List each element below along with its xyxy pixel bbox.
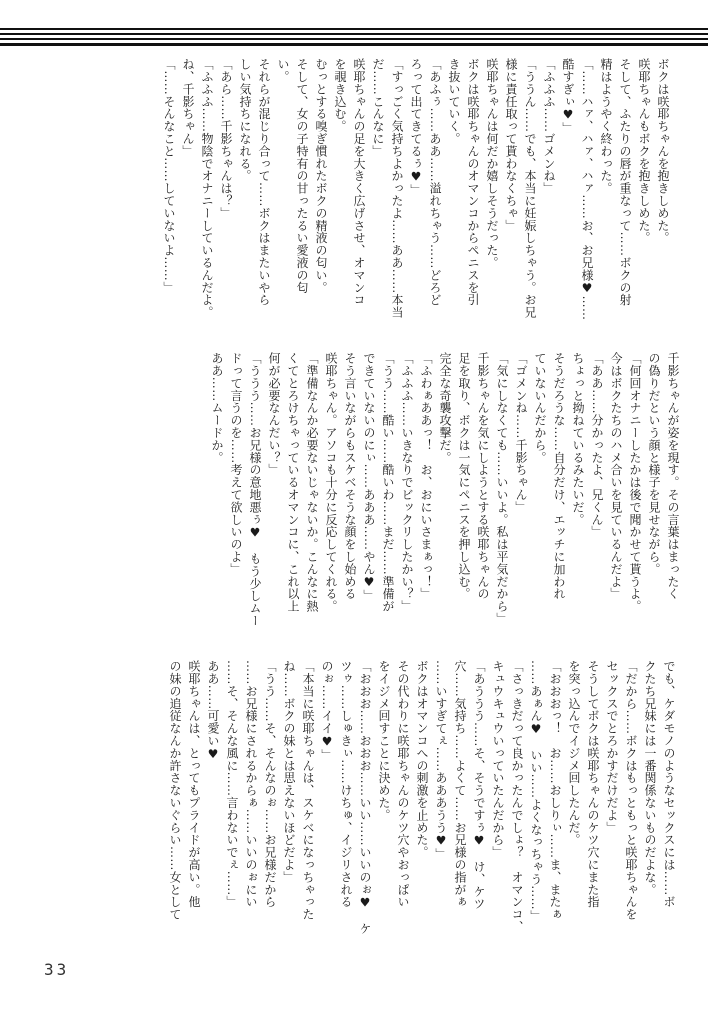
text-line: 「さっきだって良かったんでしょ？ オマンコ、 (510, 660, 524, 933)
header-rule (0, 33, 708, 35)
text-line: の偽りだという顔と様子を見せながら。 (647, 352, 661, 576)
header-rule (0, 43, 708, 46)
text-line: 「準備なんか必要ないじゃないか。こんなに熱 (305, 352, 319, 613)
text-line: 咲耶ちゃんもボクを抱きしめた。 (637, 58, 651, 244)
text-line: できていないのにぃ……あああ……やん♥」 (362, 352, 376, 602)
text-line: 「だから……ボクはもっともっと咲耶ちゃんを (624, 660, 638, 921)
text-line: 「ふふふ……物陰でオナニーしているんだよ。 (200, 58, 214, 319)
text-line: 「ううん……でも、本当に妊娠しちゃう。お兄 (523, 58, 537, 319)
text-line: 「うう……そ、そんなのぉ……お兄様だから (263, 660, 277, 908)
text-line: 何が必要なんだい？」 (267, 352, 281, 476)
text-line: ああ……可愛い♥ (206, 660, 220, 762)
text-line: 千影ちゃんを気にしようとする咲耶ちゃんの (476, 352, 490, 600)
text-line: ……あぁん♥ いい……よくなっちゃう……」 (529, 660, 543, 923)
text-line: そうだろうな……自分だけ、エッチに加われ (552, 352, 566, 600)
text-line: でも、ケダモノのようなセックスには……ボ (662, 660, 676, 908)
text-line: 咲耶ちゃんは、とってもプライドが高い。他 (187, 660, 201, 908)
text-line: そして、女の子特有の甘ったるい愛液の匂 (295, 58, 309, 294)
text-line: 咲耶ちゃんは何だか嬉しそうだった。 (485, 58, 499, 269)
text-line: ……いすぎてぇ……あああうう♥」 (434, 660, 448, 861)
text-line: ああ……ムードか。 (210, 352, 224, 464)
lower-text-block (92, 660, 678, 960)
middle-text-block (86, 352, 682, 648)
text-line: くてとろけちゃっているオマンコに、これ以上 (286, 352, 300, 613)
text-line: 足を取り、ボクは一気にペニスを押し込む。 (457, 352, 471, 600)
text-line: ね……ボクの妹とは思えないほどだよ」 (282, 660, 296, 884)
text-line: 「すっごく気持ちよかったよ……ああ……本当 (390, 58, 404, 319)
text-line: 咲耶ちゃんの足を大きく広げさせ、オマンコ (352, 58, 366, 306)
text-line: 「ゴメンね……千影ちゃん」 (514, 352, 528, 514)
text-line: ね、千影ちゃん」 (181, 58, 195, 158)
text-line: 「あううう……そ、そうですぅ♥ け、ケツ (472, 660, 486, 910)
text-line: ボクは咲耶ちゃんを抱きしめた。 (656, 58, 670, 244)
text-line: 「ふふふ……ゴメンね」 (542, 58, 556, 195)
text-line: それらが混じり合って……ボクはまたいやら (257, 58, 271, 306)
text-line: 「ああ……分かったよ、兄くん」 (590, 352, 604, 538)
text-line: のぉ……イイ♥」 (320, 660, 334, 762)
text-line: ボクはオマンコへの刺激を止めた。 (415, 660, 429, 859)
text-line: ドって言うのを……考えて欲しいのよ」 (229, 352, 243, 576)
text-line: ていないんだから。 (533, 352, 547, 464)
text-line: 「あら……千影ちゃんは？」 (219, 58, 233, 220)
header-rule (0, 38, 708, 40)
text-line: キュウキュウいっていたんだから」 (491, 660, 505, 859)
text-line: 「……ハァ、ハァ、ハァ……お、お兄様♥…… (580, 58, 594, 321)
text-line: 「ううう……お兄様の意地悪ぅ♥ もう少しムー (248, 352, 262, 627)
text-line: 穴……気持ち……よくて……お兄様の指がぁ (453, 660, 467, 908)
text-line: クたち兄妹には一番関係ないものだよな。 (643, 660, 657, 896)
text-line: 精はようやく終わった。 (599, 58, 613, 195)
text-line: むっとする嗅ぎ慣れたボクの精液の匂い。 (314, 58, 328, 294)
text-line: い。 (276, 58, 290, 83)
text-line: だ……こんなに」 (371, 58, 385, 158)
text-line: 咲耶ちゃん。アソコも十分に反応してくれる。 (324, 352, 338, 613)
text-line: を覗き込む。 (333, 58, 347, 133)
text-line: そうしてボクは咲耶ちゃんのケツ穴にまた指 (586, 660, 600, 908)
text-line: ……お兄様にされるからぁ……いいのぉにい (244, 660, 258, 908)
text-line: そして、ふたりの唇が重なって……ボクの射 (618, 58, 632, 306)
text-line: そう言いながらもスケベそうな顔をし始める (343, 352, 357, 600)
text-line: を突っ込んでイジメ回したんだ。 (567, 660, 581, 846)
text-line: ツゥ……しゅきぃ……けちゅ、イジリされる (339, 660, 353, 908)
text-line: ちょっと拗ねているみたいだ。 (571, 352, 585, 526)
text-line: ボクは咲耶ちゃんのオマンコからペニスを引 (466, 58, 480, 306)
text-line: の妹の追従なんか許さないぐらい……女として (168, 660, 182, 921)
text-line: をイジメ回すことに決めた。 (377, 660, 391, 822)
text-line: ……そ、そんな風に……言わないでぇ……」 (225, 660, 239, 908)
text-line: その代わりに咲耶ちゃんのケツ穴やおっぱい (396, 660, 410, 908)
page-number: 33 (44, 960, 70, 979)
text-line: 様に責任取って貰わなくちゃ」 (504, 58, 518, 232)
text-line: 今はボクたちのハメ合いを見ているんだよ」 (609, 352, 623, 600)
text-line: 「……そんなこと……していないよ……」 (162, 58, 176, 294)
text-line: セックスでとろかすだけだよ」 (605, 660, 619, 834)
text-line: 「うう……酷い……酷いわ……まだ……準備が (381, 352, 395, 613)
text-line: 「気にしなくても……いいよ。私は平気だから」 (495, 352, 509, 625)
text-line: 「おおおっ！ お……おしりぃ……ま、またぁ (548, 660, 562, 921)
text-line: 「ふわぁああっ！ お、おにいさまぁっ！」 (419, 352, 433, 600)
upper-text-block (100, 58, 672, 340)
text-line: き抜いていく。 (447, 58, 461, 145)
text-line: 「本当に咲耶ちゃんは、スケベになっちゃった (301, 660, 315, 921)
text-line: 「あふぅ……ああ……溢れちゃう……どろど (428, 58, 442, 306)
text-line: しい気持ちになれる。 (238, 58, 252, 182)
text-line: 完全な奇襲攻撃だ。 (438, 352, 452, 464)
header-rule (0, 28, 708, 30)
text-line: ろって出てきてるぅ♥」 (409, 58, 423, 197)
text-line: 「おおお……おおお……いい……いいのぉ♥ ケ (358, 660, 372, 935)
text-line: 「何回オナニーしたかは後で聞かせて貰うよ。 (628, 352, 642, 613)
text-line: 「ふふふ……いきなりでビックリしたかい？」 (400, 352, 414, 613)
text-line: 酷すぎぃ♥」 (561, 58, 575, 135)
text-line: 千影ちゃんが姿を現す。その言葉はまったく (666, 352, 680, 600)
